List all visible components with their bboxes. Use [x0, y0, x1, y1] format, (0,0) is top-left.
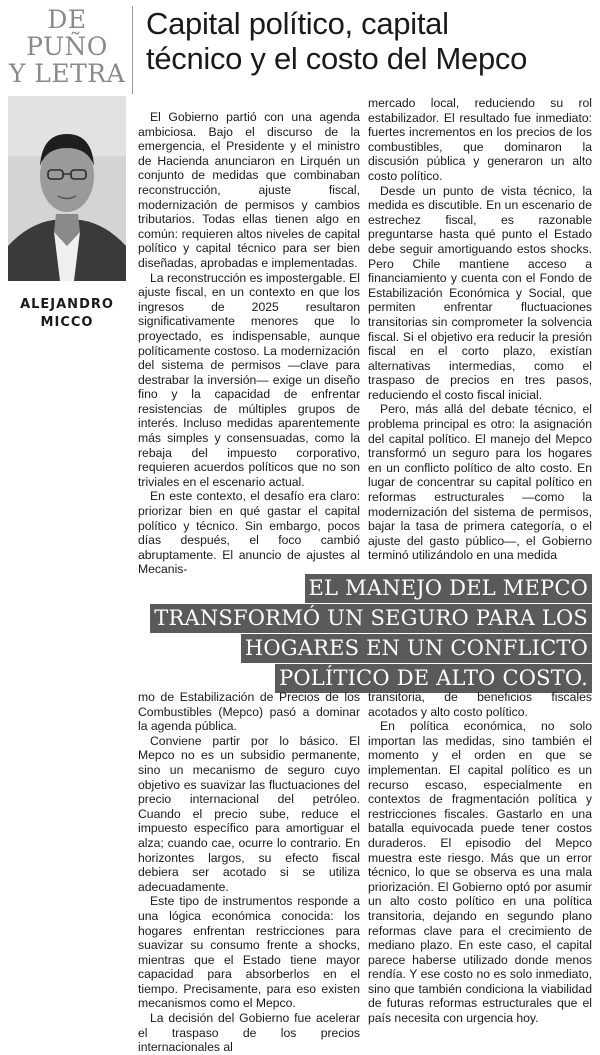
text-column-2	[368, 96, 592, 563]
pull-quote-line: EL MANEJO DEL MEPCO	[305, 574, 592, 603]
paragraph: La reconstrucción es impostergable. El ajuste fiscal, en un contexto en que los ingresos de 2025 resultaron significativamente menores que lo proyectado, es indispensable, aunque políticamente costoso. La modernización del sistema de permisos —clave para destrabar la inversión— exige un diseño fino y la capacidad de enfrentar resistencias de múltiples grupos de interés. Incluso medidas aparentemente más simples y consensuadas, como la rebaja del impuesto corporativo, requieren acuerdos políticos que no son triviales en el escenario actual.	[138, 270, 361, 489]
paragraph: La decisión del Gobierno fue acelerar el traspaso de los precios internacionales al	[138, 1011, 360, 1055]
paragraph: En este contexto, el desafío era claro: priorizar bien en qué gastar el capital político y técnico. Sin embargo, pocos días después, el foco cambió abruptamente. El anuncio de ajustes al Mecanis-	[138, 489, 360, 577]
paragraph: Desde un punto de vista técnico, la medida es discutible. En un escenario de estrechez fiscal, es razonable preguntarse hasta qué punto el Estado debe seguir amortiguando estos shocks. Pero Chile mantiene acceso a financiamiento y cuenta con el Fondo de Estabilización Económica y Social, que permiten enfrentar fluctuaciones transitorias sin comprometer la solvencia fiscal. Si el objetivo era reducir la presión fiscal en el corto plazo, existían alternativas intermedias, como el traspaso de precios en tres pasos, reduciendo el costo fiscal inicial.	[368, 183, 592, 402]
author-photo	[8, 96, 126, 281]
kicker-line: PUÑO	[26, 32, 108, 61]
pull-quote	[130, 574, 592, 694]
column-kicker	[8, 6, 126, 87]
text-column-4	[368, 690, 592, 1026]
kicker-line: Y LETRA	[8, 59, 126, 88]
paragraph: mercado local, reduciendo su rol estabilizador. El resultado fue inmediato: fuertes incrementos en los precios de los combustibles, que dominaron la discusión pública y generaron un alto costo político.	[368, 96, 592, 183]
headline-line: Capital político, capital	[146, 6, 449, 41]
paragraph: Pero, más allá del debate técnico, el problema principal es otro: la asignación del capital político. El manejo del Mepco transformó un seguro para los hogares en un conflicto político de alto costo. En lugar de concentrar su capital político en reformas estructurales —como la modernización del sistema de permisos, bajar la tasa de primera categoría, o el ajuste del gasto público—, el Gobierno terminó utilizándolo en una medida	[368, 402, 592, 563]
text-column-3	[138, 690, 360, 1055]
author-line: MICCO	[40, 315, 94, 330]
paragraph: mo de Estabilización de Precios de los Combustibles (Mepco) pasó a dominar la agenda pública.	[138, 690, 360, 734]
author-line: ALEJANDRO	[20, 297, 114, 312]
author-name	[8, 296, 126, 332]
article-headline	[146, 6, 594, 76]
divider	[132, 6, 133, 94]
paragraph: En política económica, no solo importan las medidas, sino también el momento y el orden en que se implementan. El capital político es un recurso escaso, especialmente en contextos de fragmentación política y restricciones fiscales. Gastarlo en una batalla equivocada puede tener costos duraderos. El episodio del Mepco muestra este riesgo. Más que un error técnico, lo que se observa es una mala priorización. El Gobierno optó por asumir un alto costo político en una política transitoria, dejando en segundo plano reformas clave para el crecimiento de mediano plazo. En este caso, el capital parece haberse utilizado donde menos rendía. Y ese costo no es solo inmediato, sino que también condiciona la viabilidad de futuras reformas estructurales que el país necesita con urgencia hoy.	[368, 719, 592, 1026]
text-column-1	[138, 110, 360, 577]
pull-quote-line: TRANSFORMÓ UN SEGURO PARA LOS	[150, 604, 592, 633]
pull-quote-line: HOGARES EN UN CONFLICTO	[241, 634, 592, 663]
paragraph: El Gobierno partió con una agenda ambiciosa. Bajo el discurso de la emergencia, el Presidente y el ministro de Hacienda anunciaron en Lirquén un conjunto de medidas que combinaban reconstrucción, ajuste fiscal, modernización de permisos y cambios tributarios. Todas ellas tienen algo en común: requieren altos niveles de capital político y capital técnico para ser bien diseñadas, aprobadas e implementadas.	[138, 110, 360, 270]
author-portrait-icon	[8, 96, 126, 281]
paragraph: transitoria, de beneficios fiscales acotados y alto costo político.	[368, 690, 592, 719]
headline-line: técnico y el costo del Mepco	[146, 41, 528, 76]
kicker-line: DE	[47, 5, 87, 34]
paragraph: Conviene partir por lo básico. El Mepco no es un subsidio permanente, sino un mecanismo de seguro cuyo objetivo es suavizar las fluctuaciones del precio internacional del petróleo. Cuando el precio sube, reduce el impuesto específico para amortiguar el alza; cuando cae, ocurre lo contrario. En horizontes largos, su efecto fiscal debiera ser acotado si se utiliza adecuadamente.	[138, 733, 360, 894]
paragraph: Este tipo de instrumentos responde a una lógica económica conocida: los hogares enfrentan restricciones para suavizar su consumo frente a shocks, mientras que el Estado tiene mayor capacidad para absorberlos en el tiempo. Precisamente, para eso existen mecanismos como el Mepco.	[138, 894, 360, 1011]
pull-quote-line: POLÍTICO DE ALTO COSTO.	[275, 664, 592, 693]
